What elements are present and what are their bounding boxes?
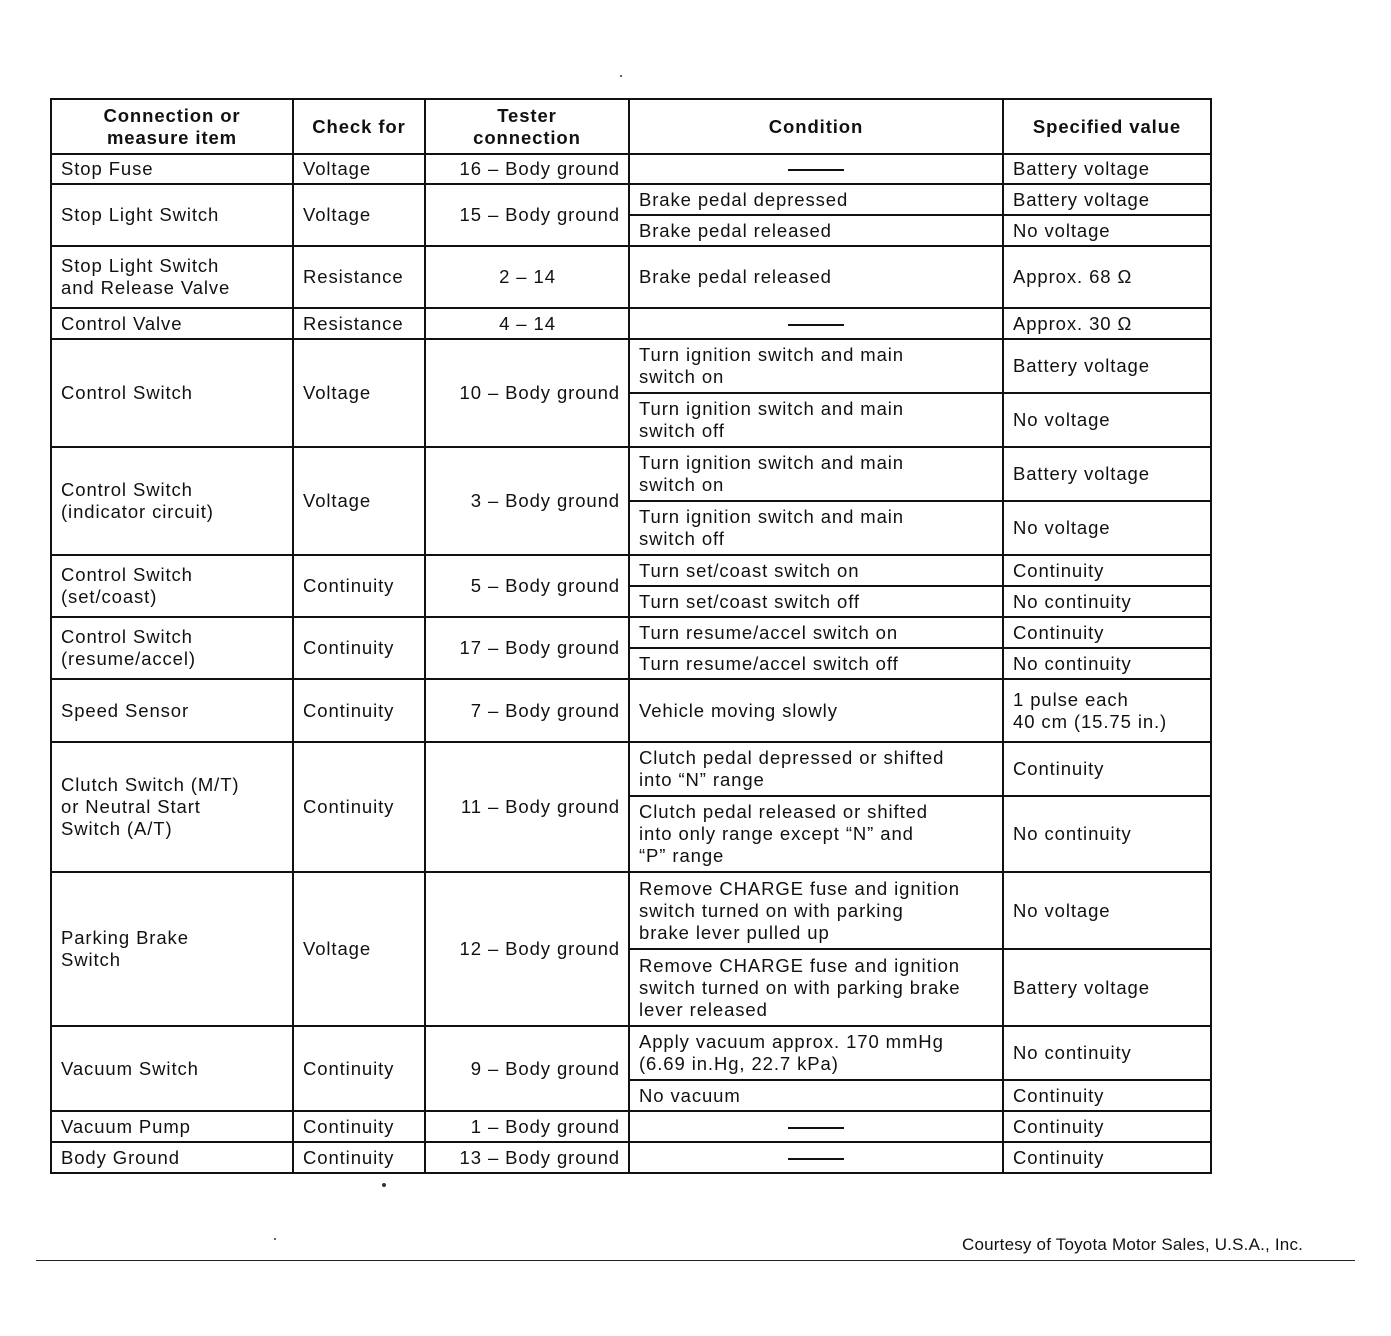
value-cell: Continuity [1003, 1111, 1211, 1142]
table-row [51, 742, 1211, 796]
table-row [51, 555, 1211, 586]
tester-cell: 16 – Body ground [425, 154, 629, 184]
value-cell: Battery voltage [1003, 447, 1211, 501]
tester-specification-table [50, 98, 1212, 1174]
tester-cell: 11 – Body ground [425, 742, 629, 872]
condition-cell [629, 308, 1003, 339]
check-cell: Resistance [293, 246, 425, 308]
tester-cell: 5 – Body ground [425, 555, 629, 617]
check-cell: Continuity [293, 679, 425, 742]
header-value: Specified value [1003, 99, 1211, 154]
header-check: Check for [293, 99, 425, 154]
condition-cell: Turn set/coast switch off [629, 586, 1003, 617]
condition-cell: Brake pedal depressed [629, 184, 1003, 215]
scan-speck [382, 1183, 386, 1187]
condition-cell [629, 1142, 1003, 1173]
value-cell: No voltage [1003, 501, 1211, 555]
table-row [51, 246, 1211, 308]
value-cell: No voltage [1003, 393, 1211, 447]
item-cell: Parking Brake Switch [51, 872, 293, 1026]
table-row [51, 154, 1211, 184]
courtesy-credit: Courtesy of Toyota Motor Sales, U.S.A., Inc. [962, 1235, 1304, 1254]
table-row [51, 1026, 1211, 1080]
table-row [51, 1111, 1211, 1142]
condition-cell: Vehicle moving slowly [629, 679, 1003, 742]
item-cell: Vacuum Switch [51, 1026, 293, 1111]
value-cell: Battery voltage [1003, 154, 1211, 184]
check-cell: Voltage [293, 339, 425, 447]
item-cell: Control Switch (indicator circuit) [51, 447, 293, 555]
table-header-row [51, 99, 1211, 154]
dash-mark [788, 1127, 844, 1129]
check-cell: Voltage [293, 184, 425, 246]
item-cell: Clutch Switch (M/T) or Neutral Start Switch (A/T) [51, 742, 293, 872]
value-cell: Continuity [1003, 1142, 1211, 1173]
table-row [51, 679, 1211, 742]
tester-cell: 9 – Body ground [425, 1026, 629, 1111]
tester-cell: 15 – Body ground [425, 184, 629, 246]
check-cell: Continuity [293, 1026, 425, 1111]
check-cell: Continuity [293, 617, 425, 679]
tester-cell: 3 – Body ground [425, 447, 629, 555]
value-cell: No voltage [1003, 872, 1211, 949]
condition-cell: Brake pedal released [629, 246, 1003, 308]
table-row [51, 447, 1211, 501]
condition-cell: Remove CHARGE fuse and ignition switch turned on with parking brake lever pulled up [629, 872, 1003, 949]
value-cell: Approx. 30 Ω [1003, 308, 1211, 339]
dash-mark [788, 324, 844, 326]
condition-cell: Clutch pedal released or shifted into only range except “N” and “P” range [629, 796, 1003, 872]
item-cell: Body Ground [51, 1142, 293, 1173]
value-cell: Battery voltage [1003, 949, 1211, 1026]
condition-cell: Apply vacuum approx. 170 mmHg (6.69 in.Hg, 22.7 kPa) [629, 1026, 1003, 1080]
tester-cell: 13 – Body ground [425, 1142, 629, 1173]
tester-cell: 12 – Body ground [425, 872, 629, 1026]
value-cell: Continuity [1003, 1080, 1211, 1111]
value-cell: Approx. 68 Ω [1003, 246, 1211, 308]
item-cell: Control Switch [51, 339, 293, 447]
value-cell: Continuity [1003, 617, 1211, 648]
item-cell: Stop Light Switch and Release Valve [51, 246, 293, 308]
header-item: Connection or measure item [51, 99, 293, 154]
footer-divider [36, 1260, 1355, 1261]
value-cell: Battery voltage [1003, 339, 1211, 393]
table-row [51, 1142, 1211, 1173]
value-cell: No continuity [1003, 1026, 1211, 1080]
dash-mark [788, 1158, 844, 1160]
scan-speck [620, 75, 622, 77]
check-cell: Voltage [293, 154, 425, 184]
check-cell: Continuity [293, 1111, 425, 1142]
condition-cell: Turn set/coast switch on [629, 555, 1003, 586]
check-cell: Resistance [293, 308, 425, 339]
value-cell: No voltage [1003, 215, 1211, 246]
condition-cell: Remove CHARGE fuse and ignition switch turned on with parking brake lever released [629, 949, 1003, 1026]
condition-cell: Turn resume/accel switch off [629, 648, 1003, 679]
check-cell: Voltage [293, 872, 425, 1026]
item-cell: Control Switch (set/coast) [51, 555, 293, 617]
item-cell: Stop Light Switch [51, 184, 293, 246]
check-cell: Voltage [293, 447, 425, 555]
condition-cell: Turn ignition switch and main switch off [629, 501, 1003, 555]
table-row [51, 872, 1211, 949]
tester-cell: 17 – Body ground [425, 617, 629, 679]
condition-cell: Turn ignition switch and main switch on [629, 339, 1003, 393]
header-tester: Tester connection [425, 99, 629, 154]
check-cell: Continuity [293, 1142, 425, 1173]
item-cell: Speed Sensor [51, 679, 293, 742]
condition-cell: Turn resume/accel switch on [629, 617, 1003, 648]
table-row [51, 617, 1211, 648]
condition-cell [629, 1111, 1003, 1142]
value-cell: No continuity [1003, 586, 1211, 617]
value-cell: Continuity [1003, 742, 1211, 796]
check-cell: Continuity [293, 742, 425, 872]
value-cell: Battery voltage [1003, 184, 1211, 215]
tester-cell: 4 – 14 [425, 308, 629, 339]
condition-cell: Turn ignition switch and main switch off [629, 393, 1003, 447]
value-cell: No continuity [1003, 796, 1211, 872]
tester-cell: 1 – Body ground [425, 1111, 629, 1142]
condition-cell: No vacuum [629, 1080, 1003, 1111]
table-row [51, 339, 1211, 393]
item-cell: Control Valve [51, 308, 293, 339]
dash-mark [788, 169, 844, 171]
header-condition: Condition [629, 99, 1003, 154]
tester-cell: 7 – Body ground [425, 679, 629, 742]
value-cell: No continuity [1003, 648, 1211, 679]
value-cell: 1 pulse each 40 cm (15.75 in.) [1003, 679, 1211, 742]
table-row [51, 308, 1211, 339]
table-row [51, 184, 1211, 215]
item-cell: Vacuum Pump [51, 1111, 293, 1142]
condition-cell: Clutch pedal depressed or shifted into “N” range [629, 742, 1003, 796]
scan-speck [274, 1238, 276, 1240]
condition-cell [629, 154, 1003, 184]
tester-cell: 10 – Body ground [425, 339, 629, 447]
condition-cell: Turn ignition switch and main switch on [629, 447, 1003, 501]
item-cell: Stop Fuse [51, 154, 293, 184]
check-cell: Continuity [293, 555, 425, 617]
item-cell: Control Switch (resume/accel) [51, 617, 293, 679]
condition-cell: Brake pedal released [629, 215, 1003, 246]
value-cell: Continuity [1003, 555, 1211, 586]
tester-cell: 2 – 14 [425, 246, 629, 308]
